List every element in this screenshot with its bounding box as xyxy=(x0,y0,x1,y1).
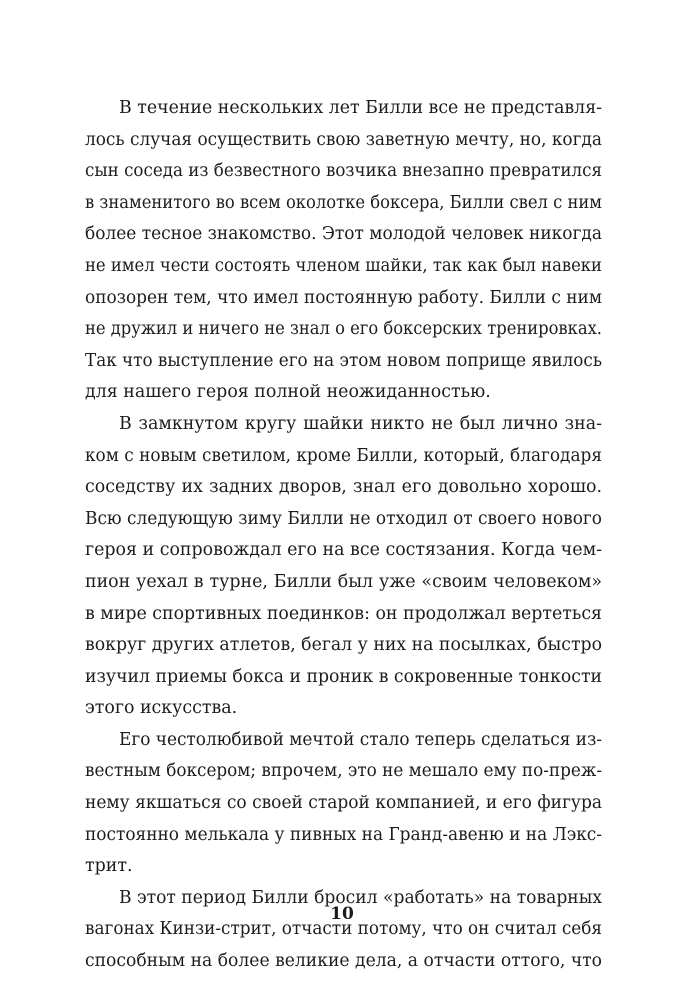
text-line: вестным боксером; впрочем, это не мешало ему по-преж- xyxy=(85,761,603,782)
text-line: в мире спортивных поединков: он продолжал вертеться xyxy=(85,603,603,624)
text-line: изучил приемы бокса и проник в сокровенные тонкости xyxy=(85,666,603,687)
paragraph xyxy=(85,883,602,978)
text-line: не дружил и ничего не знал о его боксерских тренировках. xyxy=(85,319,602,340)
text-line: не имел чести состоять членом шайки, так как был навеки xyxy=(85,255,603,276)
text-line: вагонах Кинзи-стрит, отчасти потому, что он считал себя xyxy=(85,919,603,940)
text-line: героя и сопровождал его на все состязания. Когда чем- xyxy=(85,540,602,561)
text-line: в знаменитого во всем околотке боксера, Билли свел с ним xyxy=(85,192,602,213)
text-line: В течение нескольких лет Билли все не представля- xyxy=(119,98,603,118)
text-line: нему якшаться со своей старой компанией, и его фигура xyxy=(85,793,603,814)
text-line: В замкнутом кругу шайки никто не был лично зна- xyxy=(119,413,602,434)
text-line: сын соседа из безвестного возчика внезапно превратился xyxy=(85,161,602,182)
text-line: для нашего героя полной неожиданностью. xyxy=(85,382,491,403)
text-line: способным на более великие дела, а отчасти оттого, что xyxy=(85,951,603,972)
text-line: В этот период Билли бросил «работать» на товарных xyxy=(119,887,603,908)
text-line: постоянно мелькала у пивных на Гранд-авеню и на Лэкс- xyxy=(85,824,602,845)
text-line: трит. xyxy=(85,856,133,877)
page-number: 10 xyxy=(330,904,354,924)
paragraph xyxy=(85,409,602,725)
text-line: Его честолюбивой мечтой стало теперь сделаться из- xyxy=(119,729,603,750)
paragraph xyxy=(85,725,602,883)
text-line: более тесное знакомство. Этот молодой человек никогда xyxy=(85,224,602,245)
text-line: опозорен тем, что имел постоянную работу. Билли с ним xyxy=(85,287,603,308)
text-line: соседству их задних дворов, знал его довольно хорошо. xyxy=(85,477,602,498)
text-line: Всю следующую зиму Билли не отходил от своего нового xyxy=(85,508,602,529)
text-line: этого искусства. xyxy=(85,698,238,719)
paragraph xyxy=(85,93,602,409)
text-line: пион уехал в турне, Билли был уже «своим человеком» xyxy=(85,571,602,592)
text-line: Так что выступление его на этом новом поприще явилось xyxy=(85,350,602,371)
text-line: лось случая осуществить свою заветную мечту, но, когда xyxy=(85,129,602,150)
text-line: вокруг других атлетов, бегал у них на посылках, быстро xyxy=(85,635,602,656)
text-line: ком с новым светилом, кроме Билли, который, благодаря xyxy=(85,445,603,466)
body-text xyxy=(85,93,602,978)
